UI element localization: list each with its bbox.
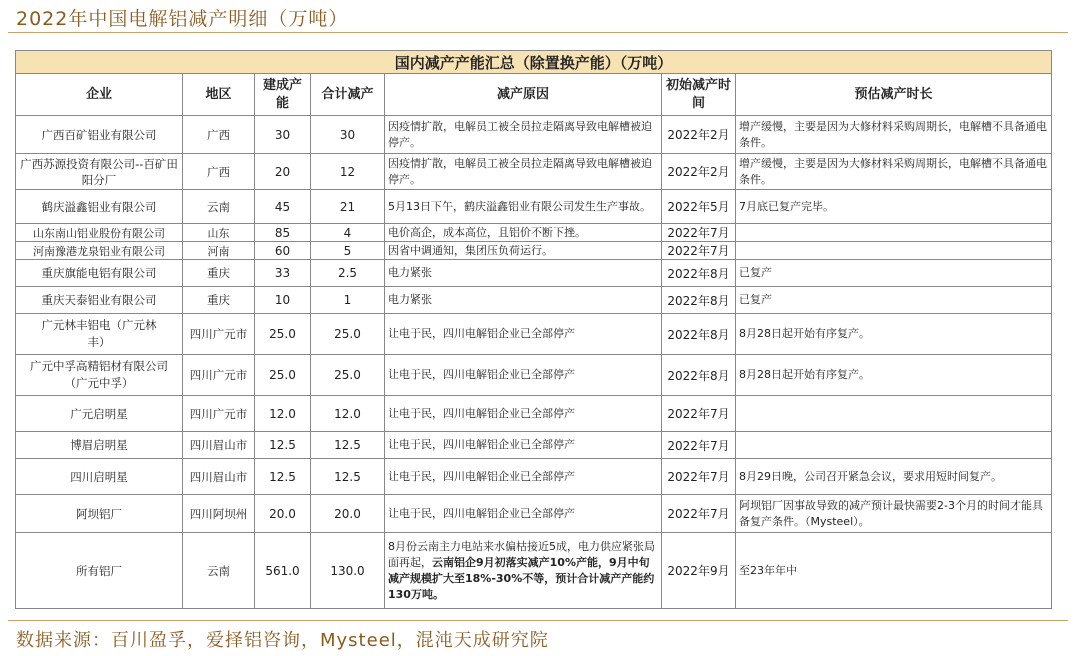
cell-reason: 让电于民，四川电解铝企业已全部停产 xyxy=(385,314,662,355)
footer-divider xyxy=(8,620,1068,621)
table-row xyxy=(16,396,1052,432)
cell-start: 2022年7月 xyxy=(662,396,736,432)
cell-capacity: 25.0 xyxy=(255,355,311,396)
cell-region: 四川广元市 xyxy=(183,355,255,396)
table-banner: 国内减产产能汇总（除置换产能）（万吨） xyxy=(16,51,1052,74)
cell-reason: 电力紧张 xyxy=(385,287,662,314)
cell-capacity: 60 xyxy=(255,242,311,260)
cell-company: 博眉启明星 xyxy=(16,432,183,459)
cell-region: 云南 xyxy=(183,533,255,609)
cell-start: 2022年7月 xyxy=(662,242,736,260)
cell-duration xyxy=(736,242,1052,260)
table-row xyxy=(16,314,1052,355)
cell-company: 重庆旗能电铝有限公司 xyxy=(16,260,183,287)
cell-cut: 20.0 xyxy=(311,495,385,533)
cell-start: 2022年5月 xyxy=(662,190,736,224)
table-row xyxy=(16,224,1052,242)
cell-reason: 电价高企，成本高位，且铝价不断下挫。 xyxy=(385,224,662,242)
cell-duration: 已复产 xyxy=(736,260,1052,287)
cell-reason xyxy=(385,533,662,609)
cell-start: 2022年8月 xyxy=(662,314,736,355)
cell-capacity: 30 xyxy=(255,116,311,154)
cell-region: 山东 xyxy=(183,224,255,242)
cell-region: 重庆 xyxy=(183,260,255,287)
cell-cut: 12 xyxy=(311,154,385,190)
cell-cut: 4 xyxy=(311,224,385,242)
table-row xyxy=(16,154,1052,190)
cell-company: 鹤庆溢鑫铝业有限公司 xyxy=(16,190,183,224)
col-header-total-cut: 合计减产 xyxy=(311,74,385,116)
cell-duration: 7月底已复产完毕。 xyxy=(736,190,1052,224)
cell-region: 四川广元市 xyxy=(183,314,255,355)
cell-duration: 增产缓慢，主要是因为大修材料采购周期长，电解槽不具备通电条件。 xyxy=(736,154,1052,190)
cell-region: 广西 xyxy=(183,116,255,154)
cell-company: 河南豫港龙泉铝业有限公司 xyxy=(16,242,183,260)
cell-capacity: 20.0 xyxy=(255,495,311,533)
col-header-reason: 减产原因 xyxy=(385,74,662,116)
cell-reason: 因疫情扩散，电解员工被全员拉走隔离导致电解槽被迫停产。 xyxy=(385,116,662,154)
cell-company: 重庆天泰铝业有限公司 xyxy=(16,287,183,314)
cell-region: 四川广元市 xyxy=(183,396,255,432)
table-row xyxy=(16,190,1052,224)
cell-cut: 25.0 xyxy=(311,314,385,355)
cell-duration: 8月29日晚，公司召开紧急会议，要求用短时间复产。 xyxy=(736,459,1052,495)
table-row xyxy=(16,432,1052,459)
header-row xyxy=(16,74,1052,116)
page-title: 2022年中国电解铝减产明细（万吨） xyxy=(16,8,349,30)
reason-text: 8月份云南主力电站来水偏枯接近5成，电力供应紧张局面再起， xyxy=(388,539,655,569)
table-row xyxy=(16,459,1052,495)
cell-cut: 130.0 xyxy=(311,533,385,609)
reason-highlight: 云南铝企9月初落实减产10%产能，9月中旬减产规模扩大至18%-30%不等，预计合计减产产能约130万吨。 xyxy=(388,555,655,601)
cell-company: 阿坝铝厂 xyxy=(16,495,183,533)
cell-region: 广西 xyxy=(183,154,255,190)
cell-cut: 12.0 xyxy=(311,396,385,432)
cell-start: 2022年7月 xyxy=(662,432,736,459)
cell-duration: 至23年年中 xyxy=(736,533,1052,609)
cell-start: 2022年8月 xyxy=(662,287,736,314)
col-header-region: 地区 xyxy=(183,74,255,116)
cell-duration xyxy=(736,224,1052,242)
cell-duration: 8月28日起开始有序复产。 xyxy=(736,355,1052,396)
cell-start: 2022年9月 xyxy=(662,533,736,609)
cell-reason: 让电于民，四川电解铝企业已全部停产 xyxy=(385,355,662,396)
table-row xyxy=(16,116,1052,154)
cell-duration: 阿坝铝厂因事故导致的减产预计最快需要2-3个月的时间才能具备复产条件。（Mysteel）。 xyxy=(736,495,1052,533)
cell-company: 广元林丰铝电（广元林丰） xyxy=(16,314,183,355)
cell-region: 四川阿坝州 xyxy=(183,495,255,533)
cell-capacity: 561.0 xyxy=(255,533,311,609)
cell-company: 山东南山铝业股份有限公司 xyxy=(16,224,183,242)
table-row xyxy=(16,495,1052,533)
cell-start: 2022年2月 xyxy=(662,116,736,154)
cell-capacity: 25.0 xyxy=(255,314,311,355)
cell-duration xyxy=(736,396,1052,432)
data-source: 数据来源：百川盈孚，爱择铝咨询，Mysteel，混沌天成研究院 xyxy=(16,630,549,651)
cell-company: 广元启明星 xyxy=(16,396,183,432)
col-header-capacity: 建成产能 xyxy=(255,74,311,116)
cell-cut: 5 xyxy=(311,242,385,260)
cell-start: 2022年7月 xyxy=(662,495,736,533)
cell-reason: 让电于民，四川电解铝企业已全部停产 xyxy=(385,432,662,459)
cell-cut: 12.5 xyxy=(311,432,385,459)
cell-region: 四川眉山市 xyxy=(183,432,255,459)
cell-start: 2022年7月 xyxy=(662,459,736,495)
cell-cut: 2.5 xyxy=(311,260,385,287)
cell-reason: 让电于民，四川电解铝企业已全部停产 xyxy=(385,396,662,432)
cell-cut: 21 xyxy=(311,190,385,224)
cell-capacity: 12.5 xyxy=(255,432,311,459)
cell-region: 四川眉山市 xyxy=(183,459,255,495)
cell-capacity: 12.5 xyxy=(255,459,311,495)
cell-cut: 12.5 xyxy=(311,459,385,495)
table-row xyxy=(16,355,1052,396)
cell-region: 云南 xyxy=(183,190,255,224)
cell-duration: 8月28日起开始有序复产。 xyxy=(736,314,1052,355)
table-row xyxy=(16,287,1052,314)
cell-cut: 1 xyxy=(311,287,385,314)
cell-capacity: 85 xyxy=(255,224,311,242)
cell-start: 2022年8月 xyxy=(662,260,736,287)
table-row xyxy=(16,260,1052,287)
cell-start: 2022年8月 xyxy=(662,355,736,396)
cell-duration xyxy=(736,432,1052,459)
cell-reason: 让电于民，四川电解铝企业已全部停产 xyxy=(385,459,662,495)
col-header-duration: 预估减产时长 xyxy=(736,74,1052,116)
cell-company: 广西百矿铝业有限公司 xyxy=(16,116,183,154)
cell-capacity: 45 xyxy=(255,190,311,224)
cell-company: 广西苏源投资有限公司--百矿田阳分厂 xyxy=(16,154,183,190)
col-header-company: 企业 xyxy=(16,74,183,116)
cell-duration: 已复产 xyxy=(736,287,1052,314)
production-cut-table xyxy=(15,50,1052,609)
cell-region: 河南 xyxy=(183,242,255,260)
cell-reason: 让电于民，四川电解铝企业已全部停产 xyxy=(385,495,662,533)
cell-reason: 电力紧张 xyxy=(385,260,662,287)
cell-capacity: 10 xyxy=(255,287,311,314)
table-row xyxy=(16,242,1052,260)
cell-start: 2022年7月 xyxy=(662,224,736,242)
cell-capacity: 20 xyxy=(255,154,311,190)
cell-company: 所有铝厂 xyxy=(16,533,183,609)
cell-reason: 5月13日下午，鹤庆溢鑫铝业有限公司发生生产事故。 xyxy=(385,190,662,224)
cell-region: 重庆 xyxy=(183,287,255,314)
cell-capacity: 33 xyxy=(255,260,311,287)
table-row xyxy=(16,533,1052,609)
cell-company: 四川启明星 xyxy=(16,459,183,495)
title-divider xyxy=(8,32,1068,33)
cell-company: 广元中孚高精铝材有限公司（广元中孚） xyxy=(16,355,183,396)
cell-cut: 30 xyxy=(311,116,385,154)
cell-capacity: 12.0 xyxy=(255,396,311,432)
col-header-start-time: 初始减产时间 xyxy=(662,74,736,116)
cell-reason: 因疫情扩散，电解员工被全员拉走隔离导致电解槽被迫停产。 xyxy=(385,154,662,190)
cell-reason: 因省中调通知，集团压负荷运行。 xyxy=(385,242,662,260)
cell-start: 2022年2月 xyxy=(662,154,736,190)
cell-cut: 25.0 xyxy=(311,355,385,396)
cell-duration: 增产缓慢，主要是因为大修材料采购周期长，电解槽不具备通电条件。 xyxy=(736,116,1052,154)
